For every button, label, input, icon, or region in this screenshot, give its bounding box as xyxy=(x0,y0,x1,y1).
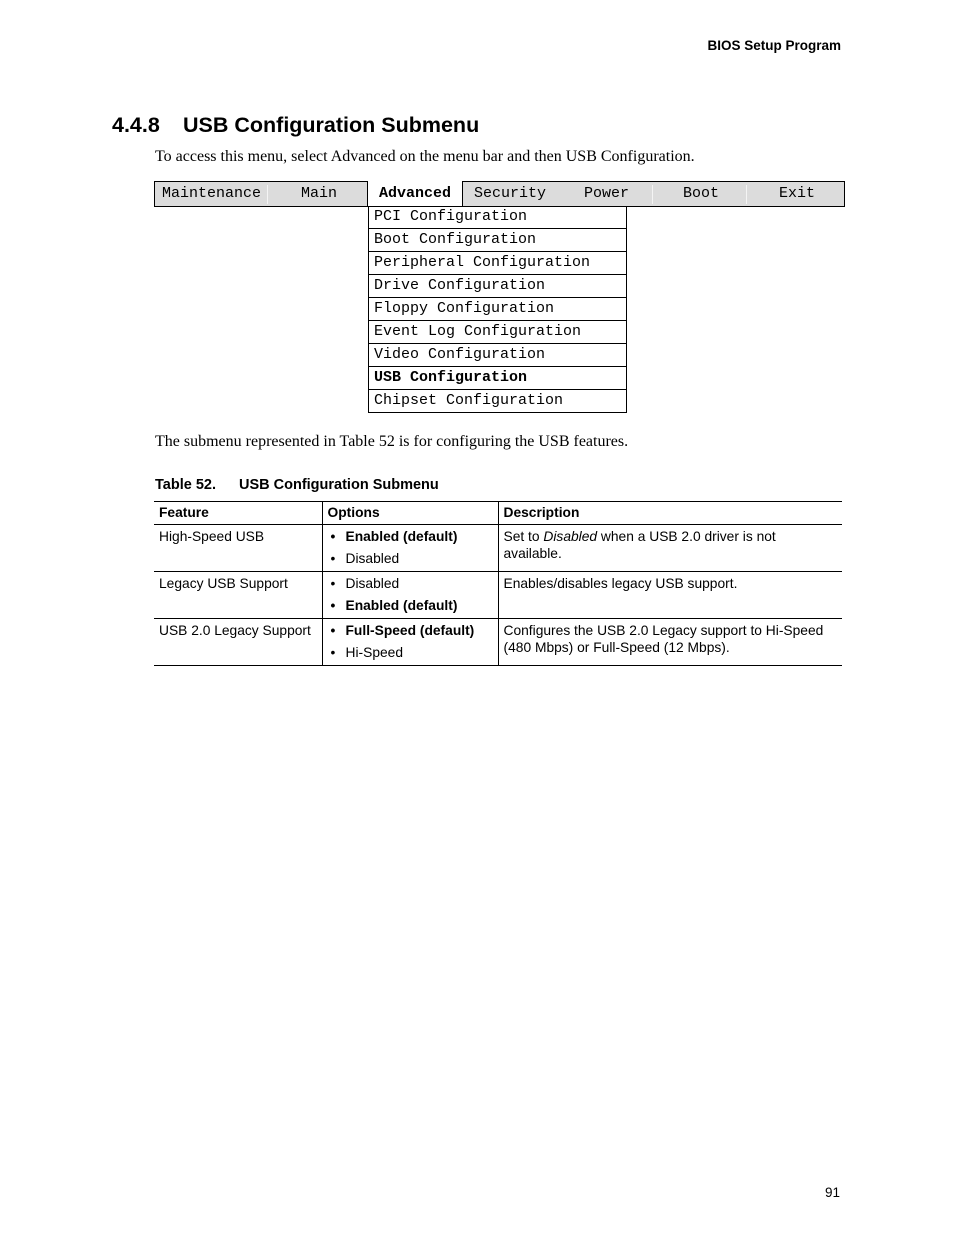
option-text: Disabled xyxy=(345,551,400,566)
bullet-icon: • xyxy=(330,598,336,613)
description-text: when a USB 2.0 driver is not available. xyxy=(503,529,776,561)
menu-tab-advanced[interactable]: Advanced xyxy=(367,181,463,206)
menu-tab-boot[interactable]: Boot xyxy=(683,185,720,202)
option-text: Hi-Speed xyxy=(345,645,404,660)
submenu-item-floppy[interactable]: Floppy Configuration xyxy=(369,298,626,321)
option-text: Full-Speed (default) xyxy=(345,623,475,638)
description-text: Set to xyxy=(503,529,544,544)
bullet-icon: • xyxy=(330,529,336,544)
table-caption xyxy=(155,477,439,493)
submenu-item-video[interactable]: Video Configuration xyxy=(369,344,626,367)
usb-config-table xyxy=(154,501,842,666)
page-number: 91 xyxy=(824,1185,840,1200)
menu-tab-exit[interactable]: Exit xyxy=(779,185,816,202)
menu-separator xyxy=(652,185,653,204)
table-caption-number: Table 52. xyxy=(155,477,216,493)
table-caption-title: USB Configuration Submenu xyxy=(239,477,439,493)
description-text: Configures the USB 2.0 Legacy support to Hi-Speed (480 Mbps) or Full-Speed (12 Mbps). xyxy=(503,623,824,655)
table-row xyxy=(154,619,842,666)
bullet-icon: • xyxy=(330,645,336,660)
description-cell xyxy=(498,619,842,666)
option-item xyxy=(328,528,493,545)
feature-cell: USB 2.0 Legacy Support xyxy=(154,619,322,666)
option-text: Enabled (default) xyxy=(345,598,458,613)
feature-cell: Legacy USB Support xyxy=(154,572,322,619)
description-cell xyxy=(498,572,842,619)
header-feature: Feature xyxy=(154,502,322,525)
submenu-item-boot[interactable]: Boot Configuration xyxy=(369,229,626,252)
submenu-item-chipset[interactable]: Chipset Configuration xyxy=(374,392,564,409)
bios-menu-bar xyxy=(154,181,845,207)
options-cell xyxy=(322,525,498,572)
section-title-text: USB Configuration Submenu xyxy=(183,113,480,137)
feature-cell: High-Speed USB xyxy=(154,525,322,572)
intro-paragraph: To access this menu, select Advanced on the menu bar and then USB Configuration. xyxy=(155,148,695,165)
table-header-row xyxy=(154,502,842,525)
option-text: Enabled (default) xyxy=(345,529,458,544)
header-description: Description xyxy=(498,502,842,525)
bullet-icon: • xyxy=(330,623,336,638)
header-options: Options xyxy=(322,502,498,525)
description-text: Enables/disables legacy USB support. xyxy=(503,576,738,591)
advanced-submenu xyxy=(368,206,627,413)
submenu-item-usb[interactable]: USB Configuration xyxy=(369,367,626,390)
submenu-item-pci[interactable]: PCI Configuration xyxy=(369,206,626,229)
table-row xyxy=(154,525,842,572)
running-header: BIOS Setup Program xyxy=(707,38,841,53)
bullet-icon: • xyxy=(330,551,336,566)
menu-tab-maintenance[interactable]: Maintenance xyxy=(162,185,262,202)
option-item xyxy=(328,575,493,592)
option-item xyxy=(328,644,493,661)
bullet-icon: • xyxy=(330,576,336,591)
option-text: Disabled xyxy=(345,576,400,591)
description-italic: Disabled xyxy=(543,529,598,544)
option-item xyxy=(328,550,493,567)
menu-separator xyxy=(267,185,268,204)
option-item xyxy=(328,597,493,614)
section-number: 4.4.8 xyxy=(112,113,160,137)
options-cell xyxy=(322,572,498,619)
table-reference-paragraph: The submenu represented in Table 52 is for configuring the USB features. xyxy=(155,433,629,450)
submenu-item-peripheral[interactable]: Peripheral Configuration xyxy=(369,252,626,275)
menu-tab-power[interactable]: Power xyxy=(584,185,630,202)
submenu-item-event-log[interactable]: Event Log Configuration xyxy=(369,321,626,344)
menu-tab-security[interactable]: Security xyxy=(474,185,547,202)
options-cell xyxy=(322,619,498,666)
submenu-item-drive[interactable]: Drive Configuration xyxy=(369,275,626,298)
table-row xyxy=(154,572,842,619)
menu-separator xyxy=(746,185,747,204)
menu-tab-main[interactable]: Main xyxy=(301,185,338,202)
section-title xyxy=(112,113,479,138)
description-cell xyxy=(498,525,842,572)
option-item xyxy=(328,622,493,639)
